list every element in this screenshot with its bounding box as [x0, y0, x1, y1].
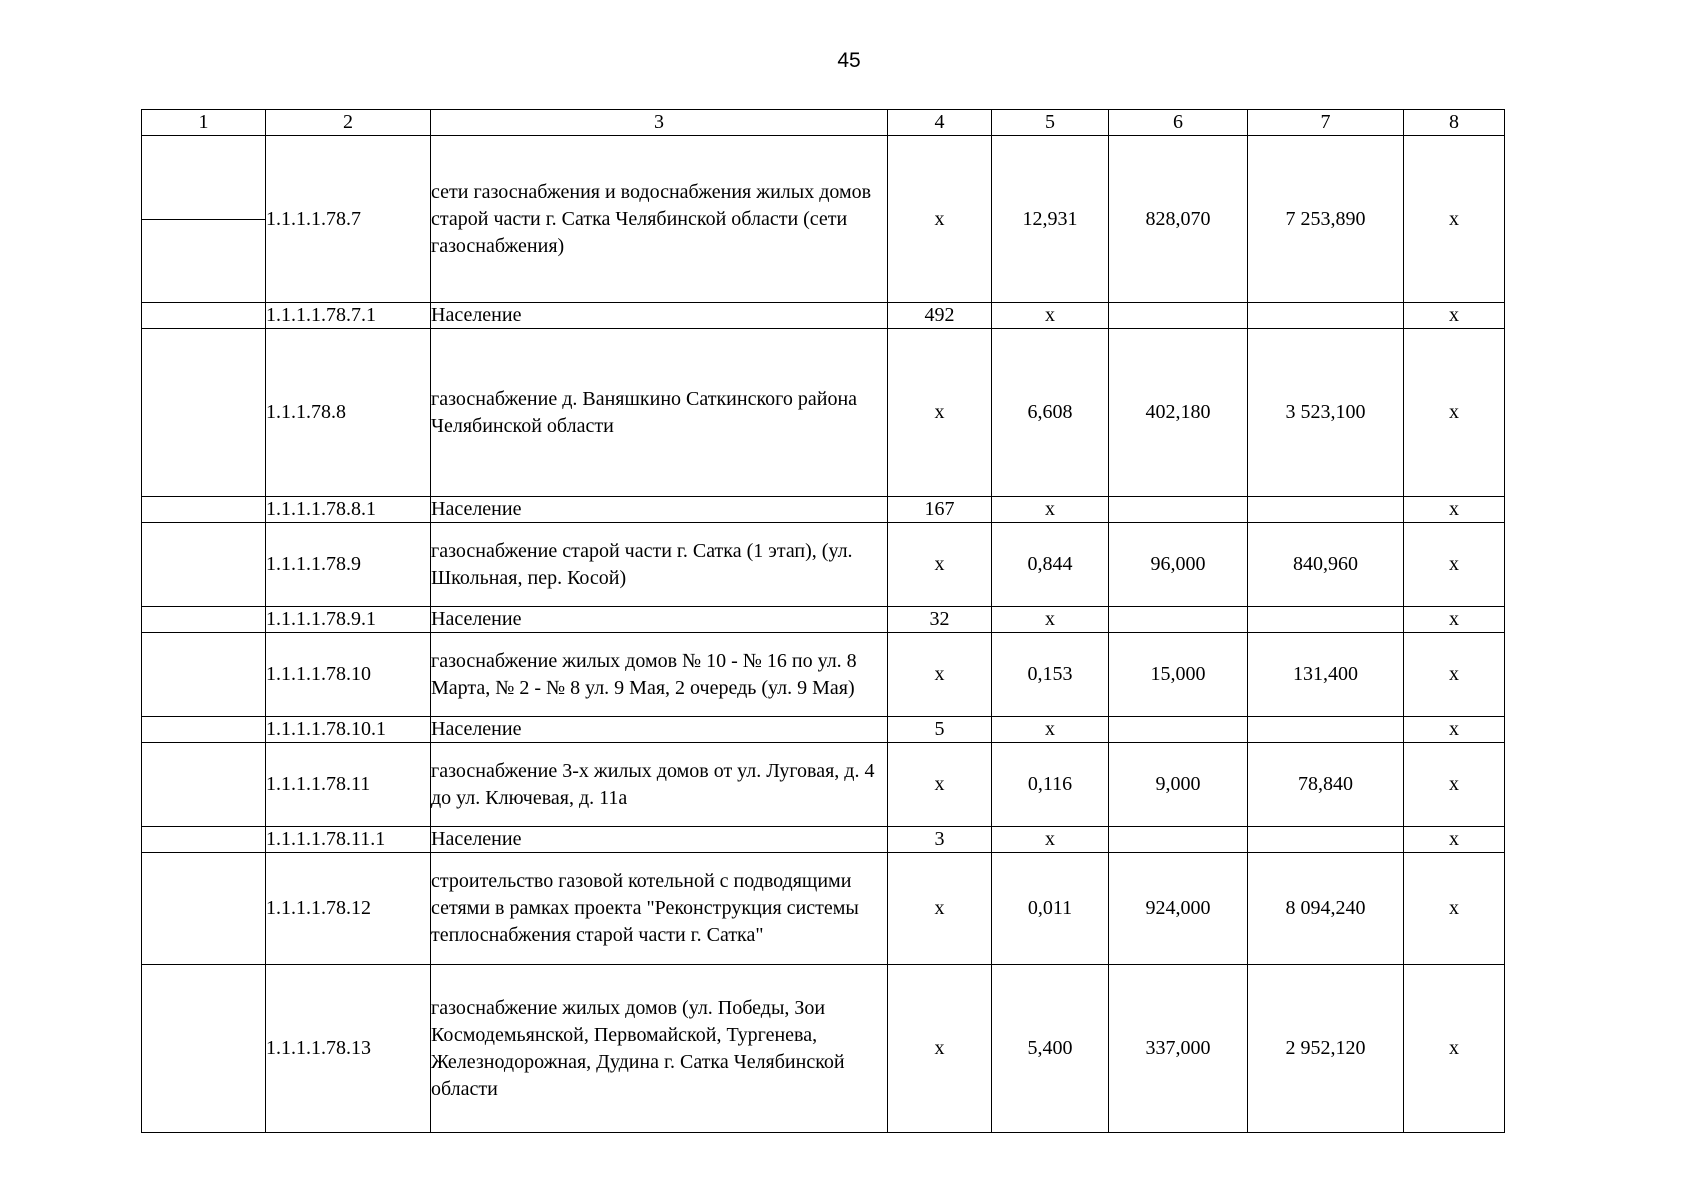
item-code: 1.1.1.78.8 [266, 329, 431, 497]
empty-cell [142, 303, 266, 329]
cell-col6: 402,180 [1109, 329, 1248, 497]
table-row [142, 633, 1505, 717]
cell-col4: 5 [888, 717, 992, 743]
table-row [142, 853, 1505, 965]
cell-col4: x [888, 136, 992, 303]
empty-cell [142, 329, 266, 497]
cell-col5: 0,116 [992, 743, 1109, 827]
cell-col8: x [1404, 303, 1505, 329]
table-row [142, 303, 1505, 329]
cell-col5: 12,931 [992, 136, 1109, 303]
column-header: 1 [142, 110, 266, 136]
cell-col6: 828,070 [1109, 136, 1248, 303]
table-row [142, 827, 1505, 853]
cell-col7: 3 523,100 [1248, 329, 1404, 497]
item-description: газоснабжение д. Ваняшкино Саткинского района Челябинской области [431, 329, 888, 497]
item-code: 1.1.1.1.78.7 [266, 136, 431, 303]
cell-col8: x [1404, 607, 1505, 633]
column-header: 8 [1404, 110, 1505, 136]
cell-col5: x [992, 827, 1109, 853]
item-description: Население [431, 303, 888, 329]
cell-col6 [1109, 497, 1248, 523]
cell-col4: 32 [888, 607, 992, 633]
item-code: 1.1.1.1.78.10.1 [266, 717, 431, 743]
item-code: 1.1.1.1.78.13 [266, 965, 431, 1133]
cell-col7: 7 253,890 [1248, 136, 1404, 303]
empty-cell [142, 497, 266, 523]
table-row [142, 717, 1505, 743]
cell-col8: x [1404, 523, 1505, 607]
table-row [142, 329, 1505, 497]
cell-col6 [1109, 607, 1248, 633]
item-description: газоснабжение 3-х жилых домов от ул. Луговая, д. 4 до ул. Ключевая, д. 11а [431, 743, 888, 827]
cell-col8: x [1404, 717, 1505, 743]
item-code: 1.1.1.1.78.8.1 [266, 497, 431, 523]
item-code: 1.1.1.1.78.10 [266, 633, 431, 717]
cell-col6: 15,000 [1109, 633, 1248, 717]
cell-col5: 0,844 [992, 523, 1109, 607]
cell-col7: 2 952,120 [1248, 965, 1404, 1133]
cell-col7 [1248, 827, 1404, 853]
empty-cell [142, 965, 266, 1133]
cell-col4: x [888, 523, 992, 607]
item-description: строительство газовой котельной с подводящими сетями в рамках проекта "Реконструкция системы теплоснабжения старой части г. Сатка" [431, 853, 888, 965]
cell-col4: x [888, 743, 992, 827]
table-row [142, 497, 1505, 523]
cell-col7: 131,400 [1248, 633, 1404, 717]
item-description: газоснабжение жилых домов (ул. Победы, Зои Космодемьянской, Первомайской, Тургенева, Железнодорожная, Дудина г. Сатка Челябинской области [431, 965, 888, 1133]
empty-cell [142, 633, 266, 717]
table-row [142, 743, 1505, 827]
empty-cell [142, 743, 266, 827]
item-description: сети газоснабжения и водоснабжения жилых домов старой части г. Сатка Челябинской области (сети газоснабжения) [431, 136, 888, 303]
table-row [142, 607, 1505, 633]
cell-col6 [1109, 827, 1248, 853]
item-description: Население [431, 717, 888, 743]
empty-cell [142, 523, 266, 607]
cell-col6: 337,000 [1109, 965, 1248, 1133]
column-number-header-row [142, 110, 1505, 136]
column-header: 2 [266, 110, 431, 136]
empty-cell [142, 827, 266, 853]
cell-col4: x [888, 329, 992, 497]
table-row [142, 965, 1505, 1133]
column-header: 4 [888, 110, 992, 136]
item-code: 1.1.1.1.78.9.1 [266, 607, 431, 633]
empty-cell [142, 136, 266, 303]
cell-col5: x [992, 717, 1109, 743]
cell-col8: x [1404, 497, 1505, 523]
cell-col7 [1248, 303, 1404, 329]
cell-col7: 840,960 [1248, 523, 1404, 607]
cell-col7: 78,840 [1248, 743, 1404, 827]
item-code: 1.1.1.1.78.11.1 [266, 827, 431, 853]
cell-col5: 6,608 [992, 329, 1109, 497]
cell-col4: x [888, 633, 992, 717]
cell-col6: 924,000 [1109, 853, 1248, 965]
cell-col7 [1248, 607, 1404, 633]
cell-col4: x [888, 965, 992, 1133]
cell-col5: 0,011 [992, 853, 1109, 965]
page-number: 45 [837, 49, 861, 72]
item-code: 1.1.1.1.78.12 [266, 853, 431, 965]
table-row [142, 136, 1505, 303]
cell-col5: x [992, 607, 1109, 633]
table-row [142, 523, 1505, 607]
cell-col7 [1248, 717, 1404, 743]
cell-col5: 5,400 [992, 965, 1109, 1133]
item-description: газоснабжение жилых домов № 10 - № 16 по ул. 8 Марта, № 2 - № 8 ул. 9 Мая, 2 очередь (ул. 9 Мая) [431, 633, 888, 717]
cell-col8: x [1404, 965, 1505, 1133]
cell-col4: 3 [888, 827, 992, 853]
cell-col5: x [992, 497, 1109, 523]
cell-col4: 492 [888, 303, 992, 329]
item-code: 1.1.1.1.78.7.1 [266, 303, 431, 329]
item-code: 1.1.1.1.78.11 [266, 743, 431, 827]
cell-col8: x [1404, 329, 1505, 497]
cell-col6: 9,000 [1109, 743, 1248, 827]
cell-col8: x [1404, 743, 1505, 827]
column-header: 6 [1109, 110, 1248, 136]
cell-col7 [1248, 497, 1404, 523]
column-header: 7 [1248, 110, 1404, 136]
cell-col8: x [1404, 136, 1505, 303]
cell-col6 [1109, 303, 1248, 329]
cell-col5: 0,153 [992, 633, 1109, 717]
item-description: Население [431, 607, 888, 633]
cell-col8: x [1404, 827, 1505, 853]
item-description: газоснабжение старой части г. Сатка (1 этап), (ул. Школьная, пер. Косой) [431, 523, 888, 607]
item-description: Население [431, 497, 888, 523]
cell-col5: x [992, 303, 1109, 329]
cell-col6: 96,000 [1109, 523, 1248, 607]
empty-cell [142, 607, 266, 633]
cell-col8: x [1404, 633, 1505, 717]
cell-col7: 8 094,240 [1248, 853, 1404, 965]
cell-col6 [1109, 717, 1248, 743]
empty-cell [142, 853, 266, 965]
cell-col4: 167 [888, 497, 992, 523]
cell-col4: x [888, 853, 992, 965]
item-code: 1.1.1.1.78.9 [266, 523, 431, 607]
column-header: 3 [431, 110, 888, 136]
empty-cell [142, 717, 266, 743]
column-header: 5 [992, 110, 1109, 136]
cell-col8: x [1404, 853, 1505, 965]
data-table [141, 109, 1505, 1133]
item-description: Население [431, 827, 888, 853]
